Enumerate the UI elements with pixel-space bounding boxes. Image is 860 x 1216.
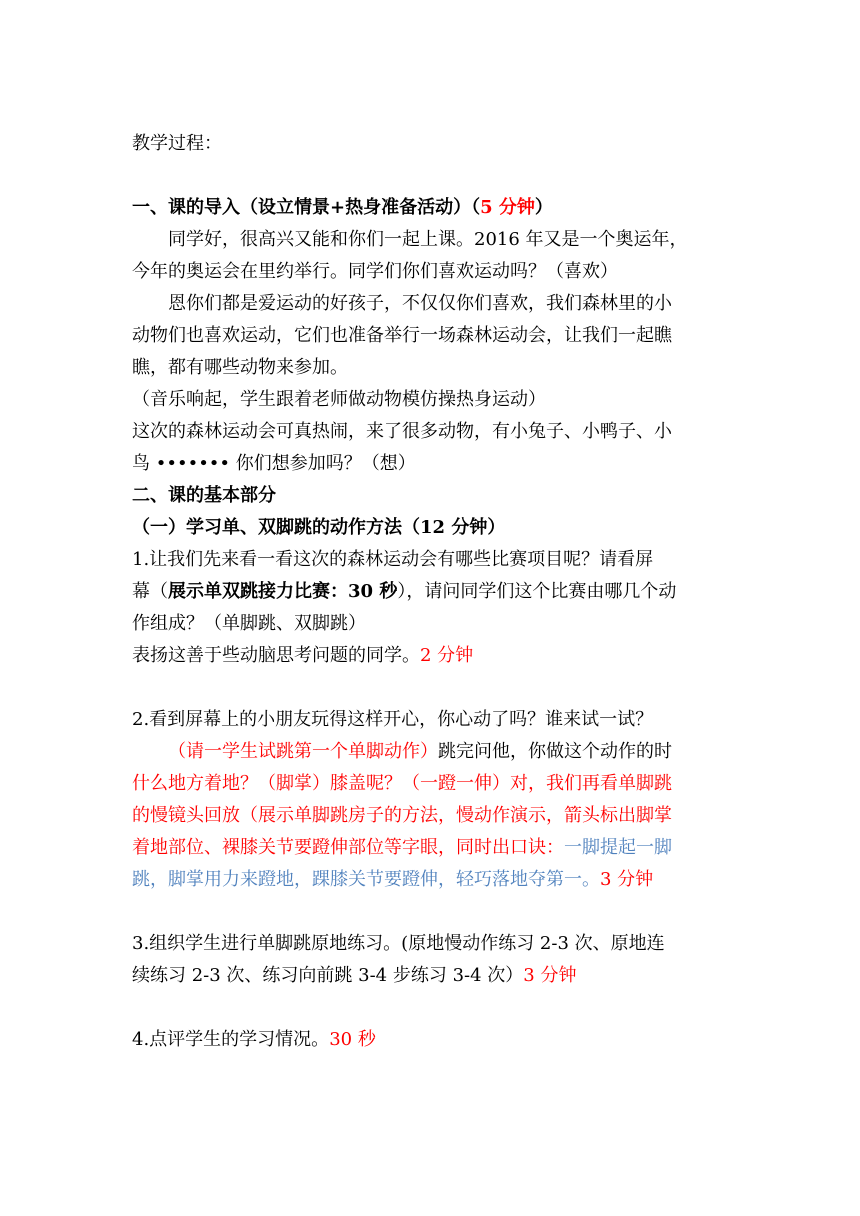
item-1-line2 <box>132 576 732 608</box>
s1-p1-line1: 同学好，很高兴又能和你们一起上课。2016 年又是一个奥运年， <box>168 229 688 250</box>
item-2-question: 跳完问他，你做这个动作的时 <box>438 741 672 762</box>
item-3-line2 <box>132 960 732 992</box>
item-1-line3: 作组成？（单脚跳、双脚跳） <box>132 613 366 634</box>
item-1-praise: 表扬这善于些动脑思考问题的同学。 <box>132 645 420 666</box>
s1-p4-line2: 鸟 ••••••• 你们想参加吗？（想） <box>132 453 416 474</box>
item-1-highlight: 展示单双跳接力比赛：30 秒 <box>168 581 398 602</box>
item-2-rhyme-end: 跳，脚掌用力来蹬地，踝膝关节要蹬伸，轻巧落地夺第一。 <box>132 869 600 890</box>
item-1-line4 <box>132 640 732 672</box>
s1-p2-line3: 瞧，都有哪些动物来参加。 <box>132 357 348 378</box>
doc-title: 教学过程： <box>132 133 222 154</box>
item-2-time: 3 分钟 <box>600 869 654 890</box>
item-2-instruction: （请一学生试跳第一个单脚动作） <box>168 741 438 762</box>
section-2-heading: 二、课的基本部分 <box>132 485 276 506</box>
section-1-heading-text: 一、课的导入（设立情景+热身准备活动）（ <box>132 197 481 218</box>
item-1-line2-end: ），请问同学们这个比赛由哪几个动 <box>397 581 677 602</box>
s1-p2-line1: 恩你们都是爱运动的好孩子，不仅仅你们喜欢，我们森林里的小 <box>168 293 672 314</box>
item-2-line4: 的慢镜头回放（展示单脚跳房子的方法，慢动作演示，箭头标出脚掌 <box>132 805 672 826</box>
item-2-rhyme-start: 一脚提起一脚 <box>564 837 672 858</box>
item-1-time: 2 分钟 <box>420 645 474 666</box>
item-2-line5 <box>132 832 732 864</box>
section-1-heading <box>132 192 732 224</box>
item-1-line1: 1.让我们先来看一看这次的森林运动会有哪些比赛项目呢？请看屏 <box>132 549 654 570</box>
item-3-line2-text: 续练习 2-3 次、练习向前跳 3-4 步练习 3-4 次） <box>132 965 524 986</box>
item-3-line1: 3.组织学生进行单脚跳原地练习。(原地慢动作练习 2-3 次、原地连 <box>132 933 665 954</box>
item-4-time: 30 秒 <box>329 1029 376 1050</box>
item-4 <box>132 1024 732 1056</box>
item-2-line6 <box>132 864 732 896</box>
s1-p2-line2: 动物们也喜欢运动，它们也准备举行一场森林运动会，让我们一起瞧 <box>132 325 672 346</box>
item-2-line5-red: 着地部位、裸膝关节要蹬伸部位等字眼，同时出口诀： <box>132 837 564 858</box>
section-1-time: 5 分钟 <box>480 197 535 218</box>
section-1-heading-close: ） <box>534 197 553 218</box>
item-3-time: 3 分钟 <box>523 965 577 986</box>
s1-p3: （音乐响起，学生跟着老师做动物模仿操热身运动） <box>132 389 546 410</box>
s1-p4-line1: 这次的森林运动会可真热闹，来了很多动物，有小兔子、小鸭子、小 <box>132 421 672 442</box>
item-2-line2 <box>132 736 732 768</box>
item-2-line1: 2.看到屏幕上的小朋友玩得这样开心，你心动了吗？谁来试一试？ <box>132 709 654 730</box>
item-4-text: 4.点评学生的学习情况。 <box>132 1029 330 1050</box>
s1-p1-line2: 今年的奥运会在里约举行。同学们你们喜欢运动吗？（喜欢） <box>132 261 618 282</box>
item-2-line3: 什么地方着地？（脚掌）膝盖呢？（一蹬一伸）对，我们再看单脚跳 <box>132 773 672 794</box>
section-2-subheading: （一）学习单、双脚跳的动作方法（12 分钟） <box>132 517 506 538</box>
item-1-line2-start: 幕（ <box>132 581 168 602</box>
